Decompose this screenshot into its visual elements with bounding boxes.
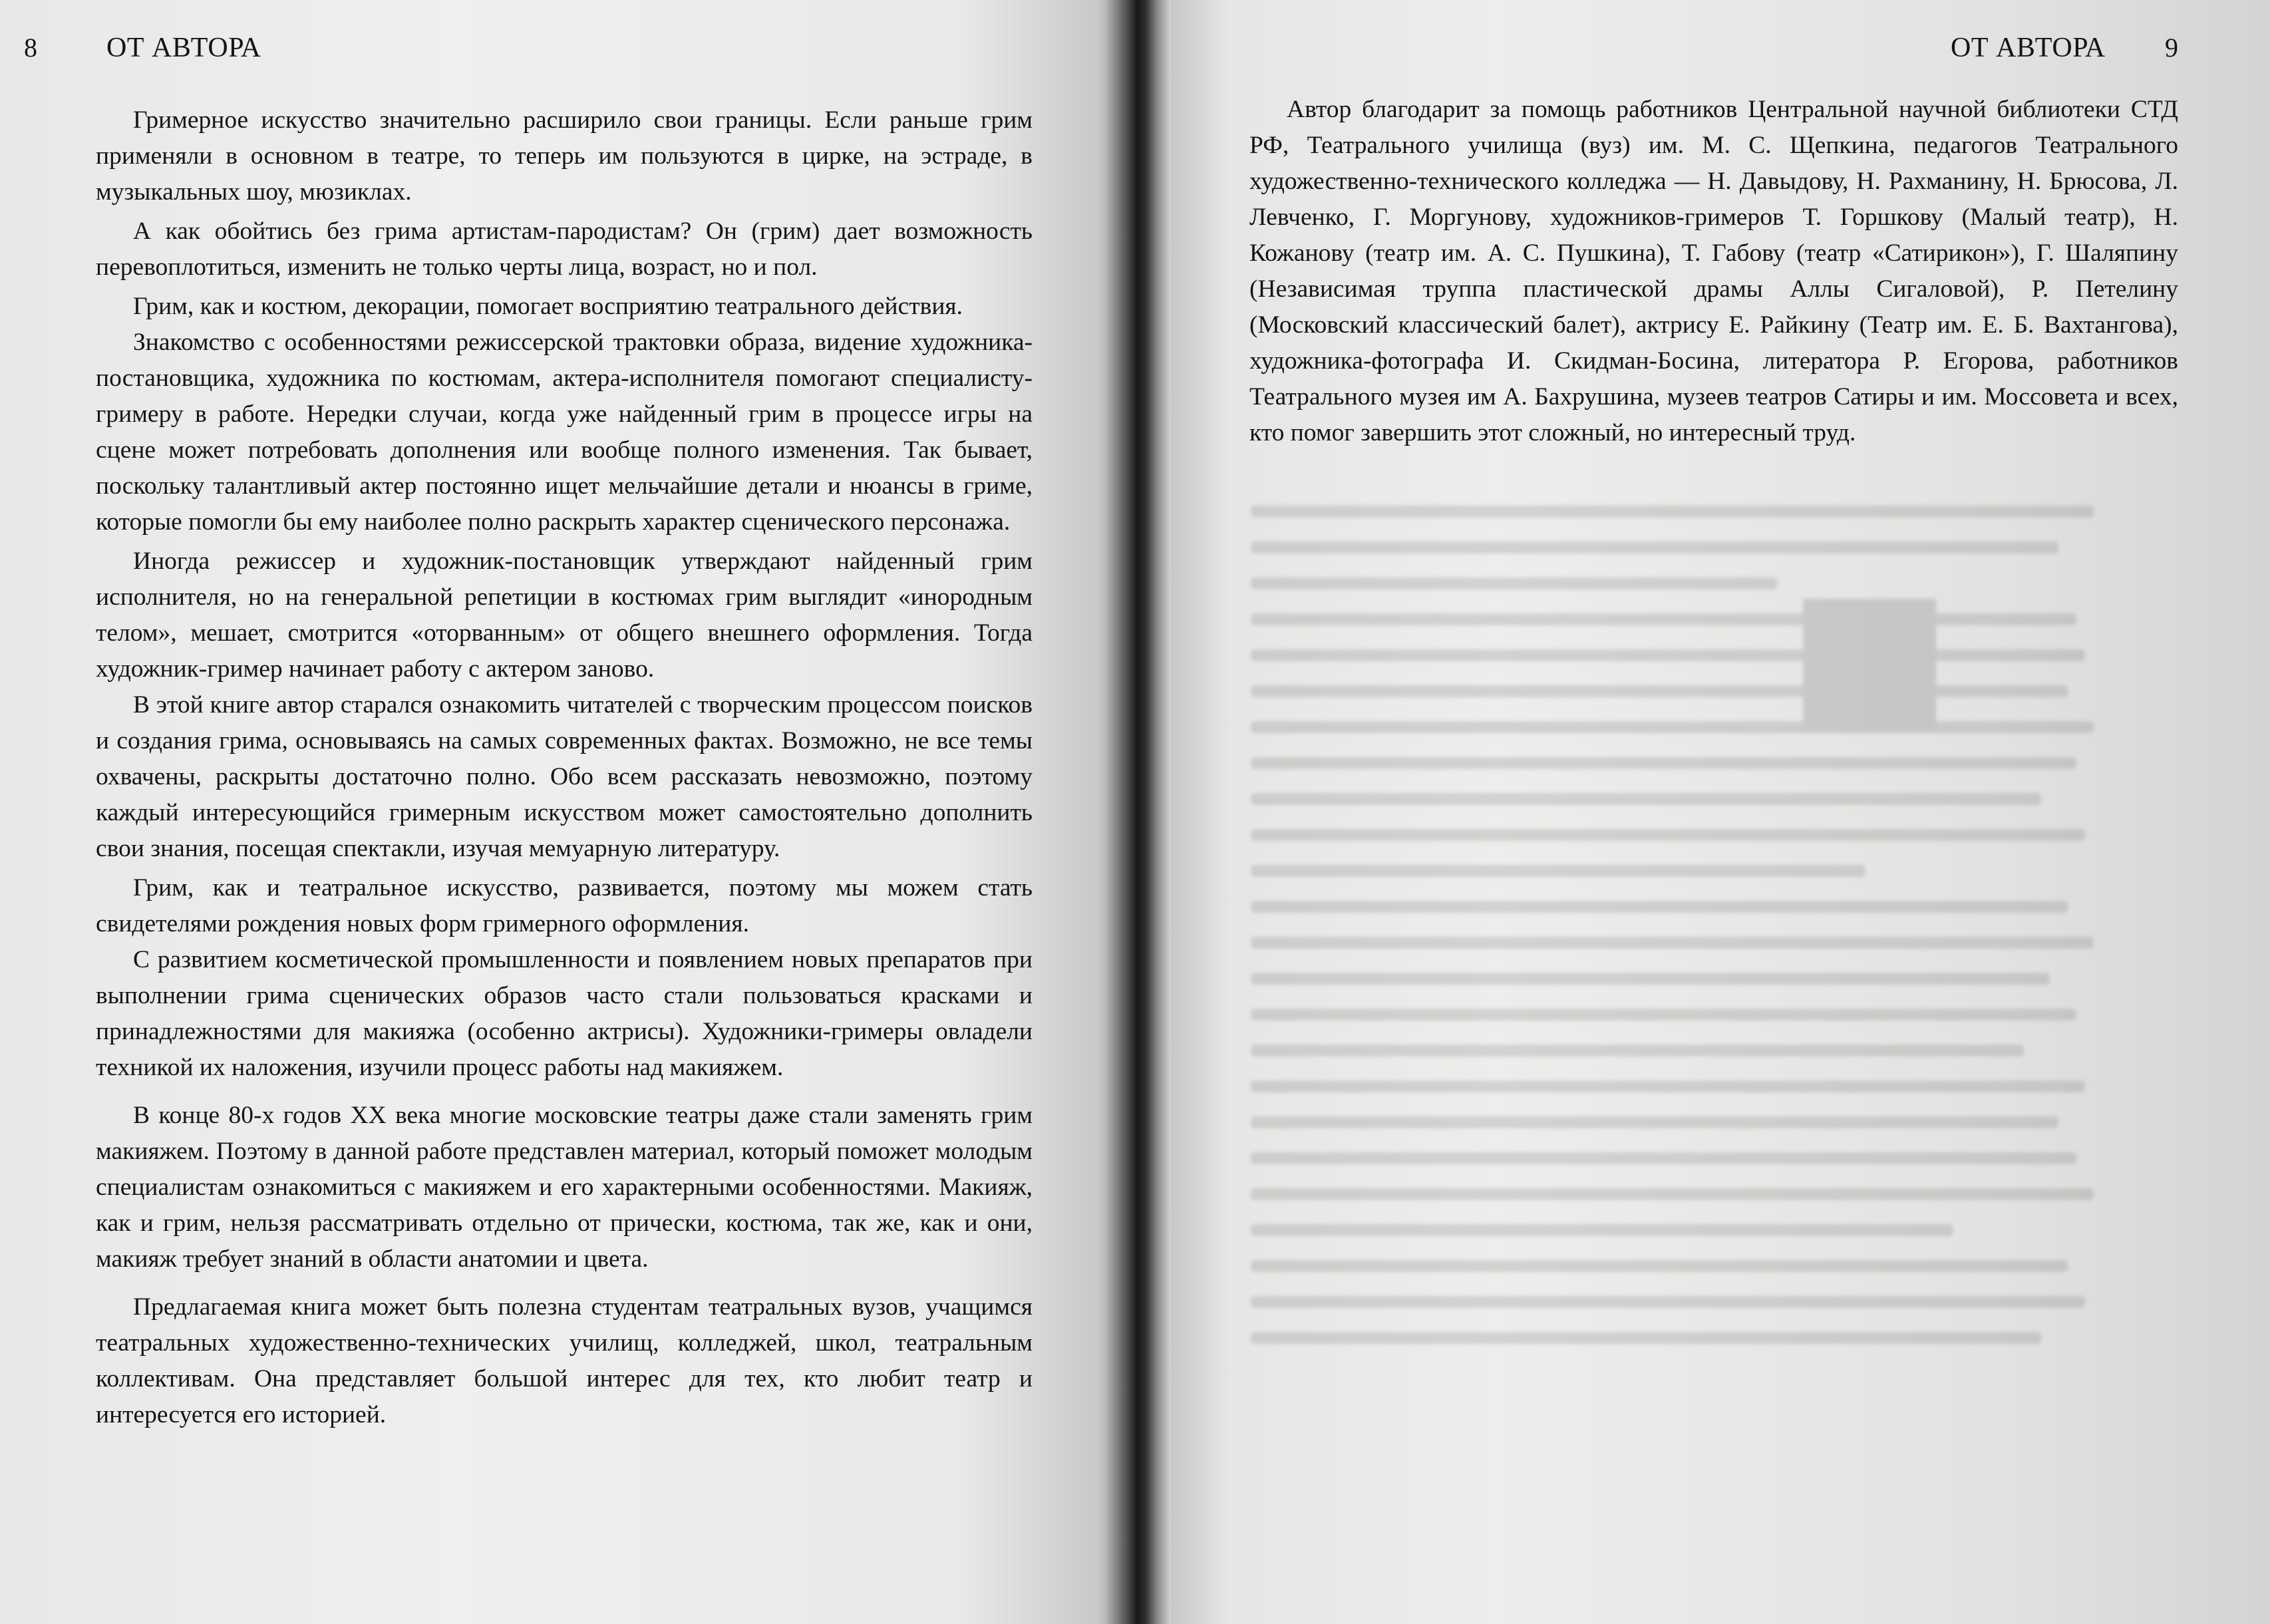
book-gutter (1104, 0, 1171, 1624)
paragraph: В этой книге автор старался ознакомить читателей с творческим процессом поисков и создания грима, основываясь на самых современных фактах. Возможно, не все темы охвачены, раскрыты достаточно полно. Обо всем рассказать невозможно, поэтому каждый интересующийся гримерным искусством может самостоятельно дополнить свои знания, посещая спектакли, изучая мемуарную литературу. (96, 691, 1033, 862)
paragraph: С развитием косметической промышленности и появлением новых препаратов при выполнении грима сценических образов часто стали пользоваться красками и принадлежностями для макияжа (особенно актрисы). Художники-гримеры овладели техникой их наложения, изучили процесс работы над макияжем. (96, 946, 1033, 1081)
right-page-body (1249, 92, 2178, 451)
show-through-ghost (1251, 506, 2129, 1543)
paragraph: Иногда режиссер и художник-постановщик утверждают найденный грим исполнителя, но на генеральной репетиции в костюмах грим выглядит «инородным телом», мешает, смотрится «оторванным» от общего внешнего оформления. Тогда художник-гример начинает работу с актером заново. (96, 548, 1033, 683)
left-running-head: ОТ АВТОРА (106, 33, 261, 63)
paragraph: Знакомство с особенностями режиссерской трактовки образа, видение художника-постановщика, художника по костюмам, актера-исполнителя помогают специалисту-гримеру в работе. Нередки случаи, когда уже найденный грим в процессе игры на сцене может потребовать дополнения или вообще полного изменения. Так бывает, поскольку талантливый актер постоянно ищет мельчайшие детали и нюансы в гриме, которые помогли бы ему наиболее полно раскрыть характер сценического персонажа. (96, 329, 1033, 536)
paragraph: Грим, как и костюм, декорации, помогает восприятию театрального действия. (133, 293, 963, 320)
paragraph: А как обойтись без грима артистам-пародистам? Он (грим) дает возможность перевоплотиться, изменить не только черты лица, возраст, но и пол. (96, 218, 1033, 281)
paragraph: В конце 80-х годов XX века многие московские театры даже стали заменять грим макияжем. Поэтому в данной работе представлен материал, который поможет молодым специалистам ознакомиться с макияжем и его характерными особенностями. Макияж, как и грим, нельзя рассматривать отдельно от прически, костюма, так же, как и они, макияж требует знаний в области анатомии и цвета. (96, 1102, 1033, 1273)
paragraph: Предлагаемая книга может быть полезна студентам театральных вузов, учащимся театральных художественно-технических училищ, колледжей, школ, театральным коллективам. Она представляет большой интерес для тех, кто любит театр и интересуется его историей. (96, 1293, 1033, 1428)
right-page-number: 9 (2165, 33, 2178, 63)
right-running-head: ОТ АВТОРА (1951, 33, 2106, 63)
left-page-number: 8 (24, 33, 37, 63)
paragraph: Гримерное искусство значительно расширило свои границы. Если раньше грим применяли в основном в театре, то теперь им пользуются в цирке, на эстраде, в музыкальных шоу, мюзиклах. (96, 106, 1033, 206)
left-page-body (96, 102, 1033, 1433)
acknowledgements-paragraph: Автор благодарит за помощь работников Центральной научной библиотеки СТД РФ, Театрального училища (вуз) им. М. С. Щепкина, педагогов Театрального художественно-технического колледжа — Н. Давыдову, Н. Рахманину, Н. Брюсова, Л. Левченко, Г. Моргунову, художников-гримеров Т. Горшкову (Малый театр), Н. Кожанову (театр им. А. С. Пушкина), Т. Габову (театр «Сатирикон»), Г. Шаляпину (Независимая труппа пластической драмы Аллы Сигаловой), Р. Петелину (Московский классический балет), актрису Е. Райкину (Театр им. Е. Б. Вахтангова), художника-фотографа И. Скидман-Босина, литератора Р. Егорова, работников Театрального музея им А. Бахрушина, музеев театров Сатиры и им. Моссовета и всех, кто помог завершить этот сложный, но интересный труд. (1249, 96, 2178, 446)
paragraph: Грим, как и театральное искусство, развивается, поэтому мы можем стать свидетелями рождения новых форм гримерного оформления. (96, 874, 1033, 937)
